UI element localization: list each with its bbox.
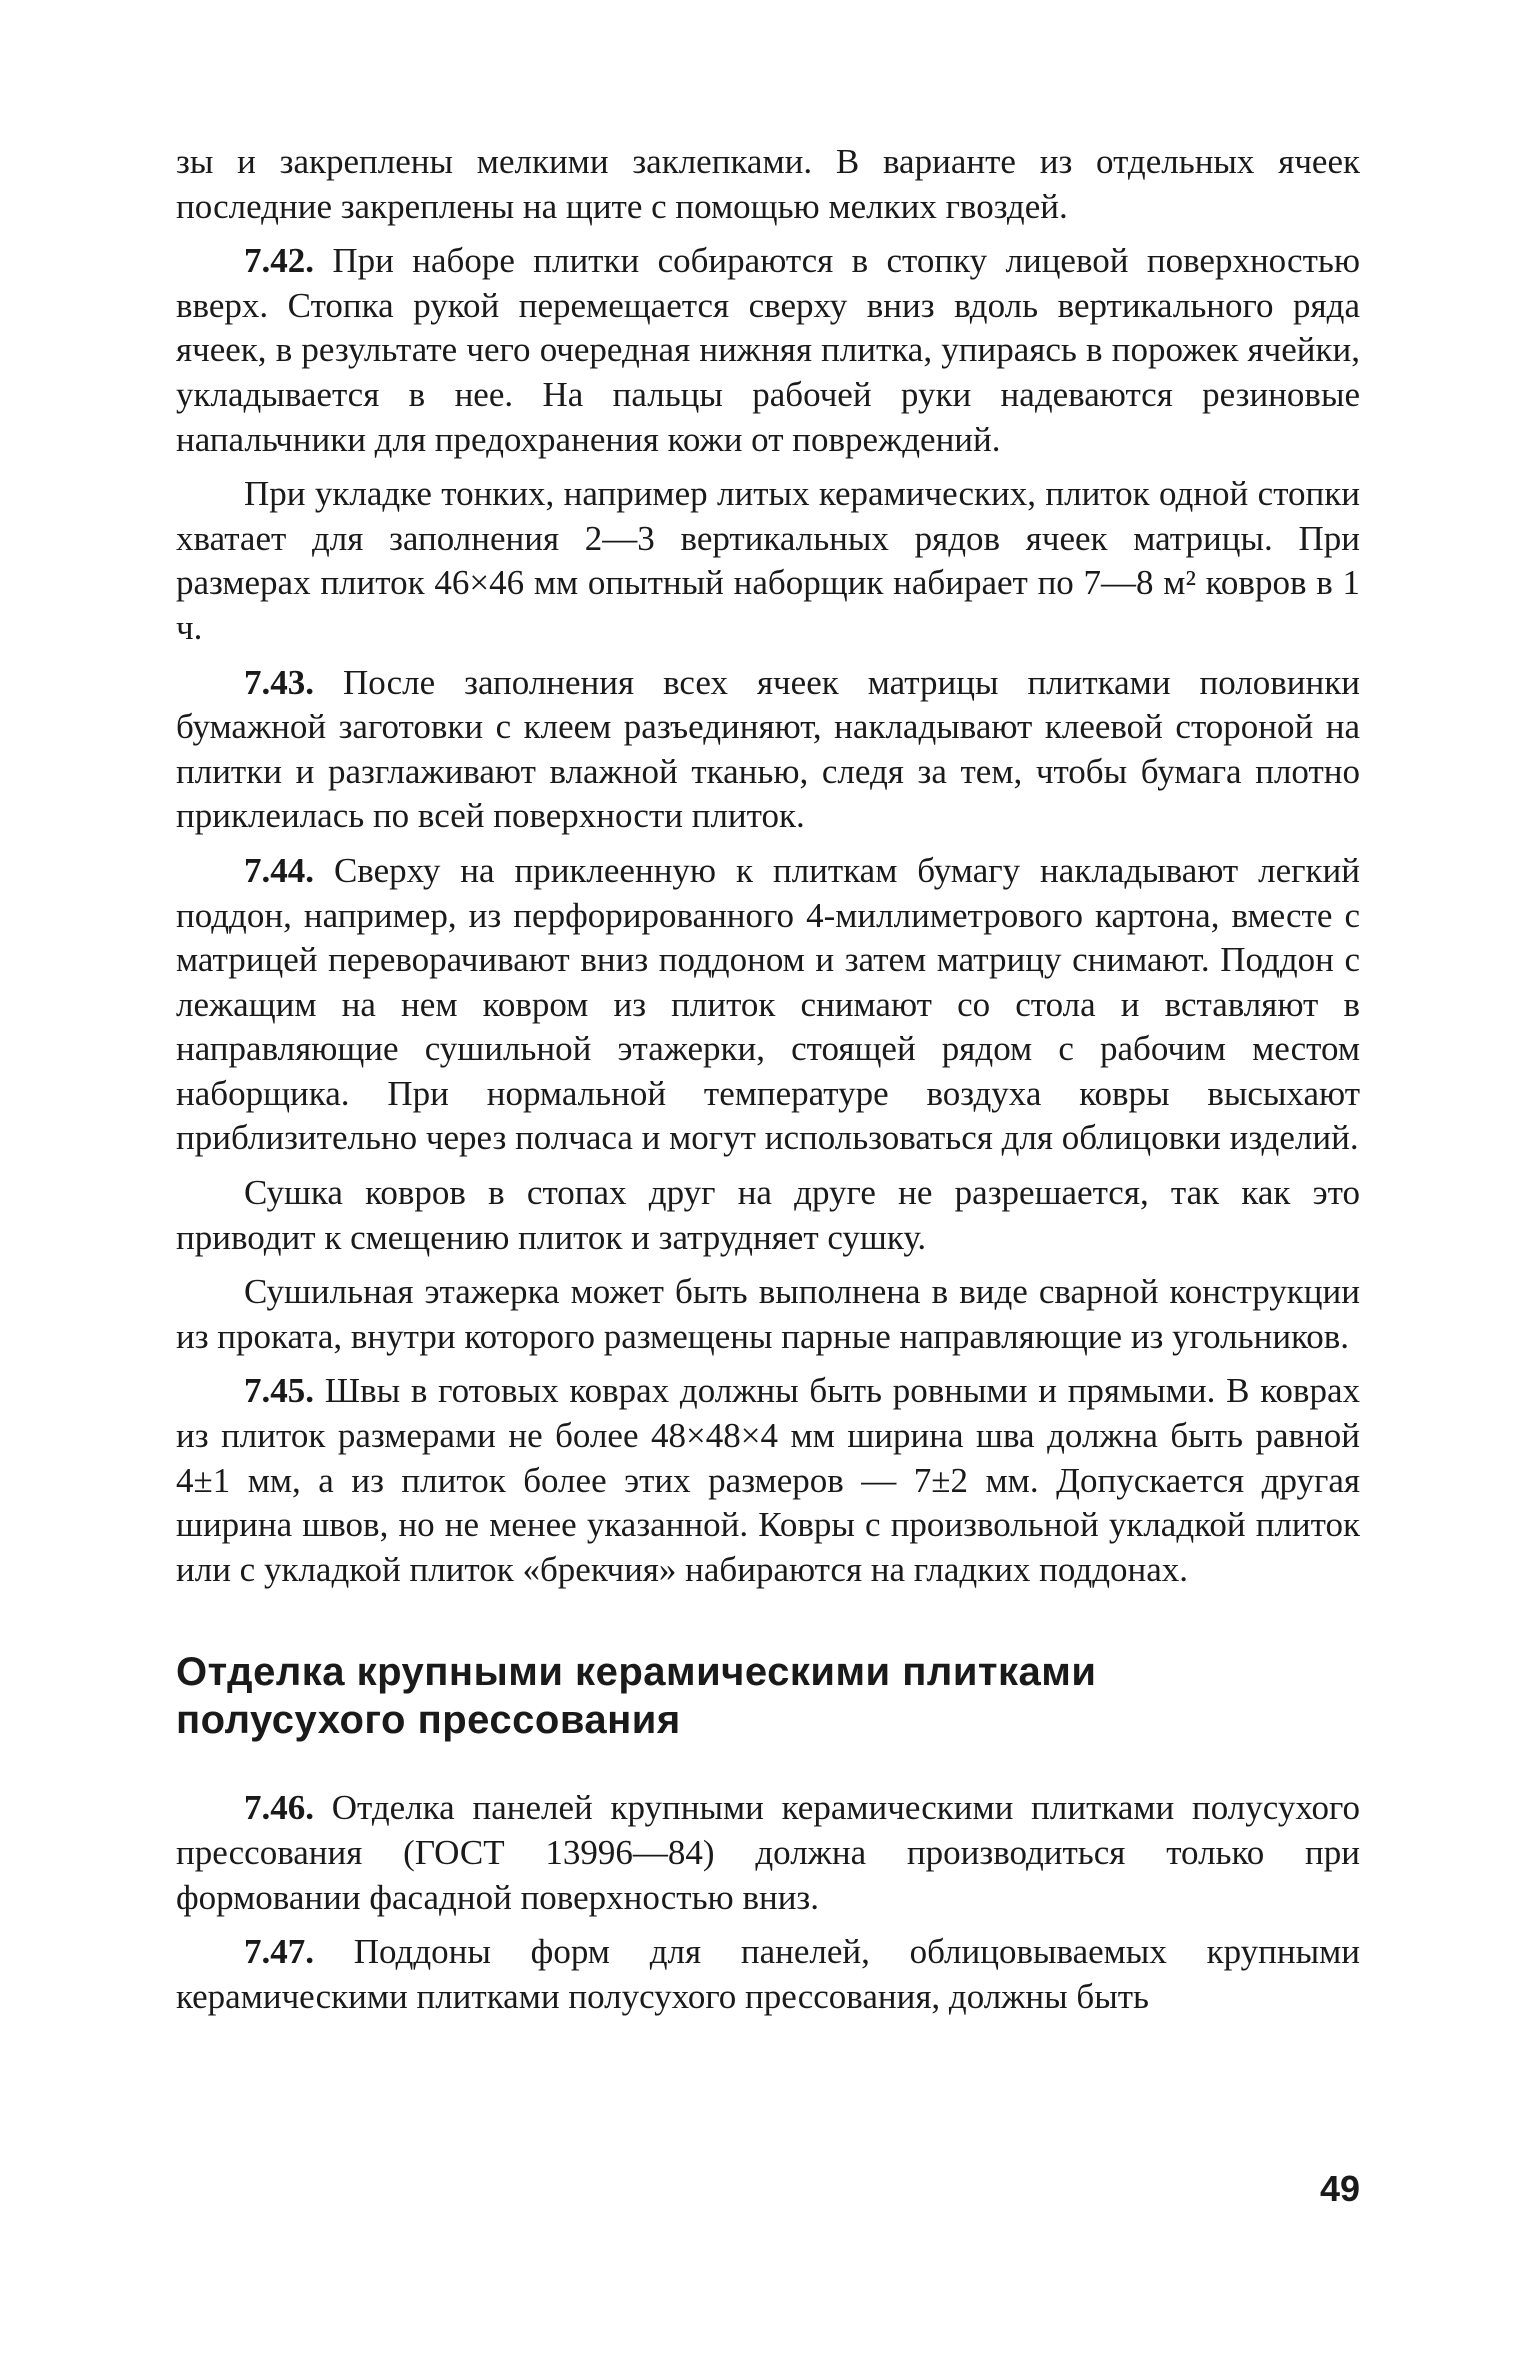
paragraph: [176, 849, 1360, 1161]
paragraph: [176, 140, 1360, 229]
paragraph: [176, 1369, 1360, 1592]
paragraph-text: После заполнения всех ячеек матрицы плитками половинки бумажной заготовки с клеем разъединяют, накладывают клеевой стороной на плитки и разглаживают влажной тканью, следя за тем, чтобы бумага плотно приклеилась по всей поверхности плиток.: [176, 662, 1360, 836]
clause-number: 7.47.: [244, 1932, 314, 1972]
paragraph: [176, 1786, 1360, 1920]
paragraph-text: При укладке тонких, например литых керамических, плиток одной стопки хватает для заполнения 2—3 вертикальных рядов ячеек матрицы. При размерах плиток 46×46 мм опытный наборщик набирает по 7—8 м² ковров в 1 ч.: [176, 474, 1360, 647]
clause-number: 7.45.: [244, 1371, 314, 1411]
page-body: [176, 140, 1360, 2029]
paragraph: [176, 1171, 1360, 1260]
paragraph-text: Сверху на приклеенную к плиткам бумагу накладывают легкий поддон, например, из перфорированного 4-миллиметрового картона, вместе с матрицей переворачивают вниз поддоном и затем матрицу снимают. Поддон с лежащим на нем ковром из плиток снимают со стола и вставляют в направляющие сушильной этажерки, стоящей рядом с рабочим местом наборщика. При нормальной температуре воздуха ковры высыхают приблизительно через полчаса и могут использоваться для облицовки изделий.: [176, 850, 1360, 1158]
paragraph-text: Поддоны форм для панелей, облицовываемых крупными керамическими плитками полусухого прессования, должны быть: [176, 1932, 1360, 2016]
clause-number: 7.44.: [244, 850, 314, 890]
paragraph: [176, 1930, 1360, 2019]
paragraph: [176, 239, 1360, 462]
paragraph-text: Сушка ковров в стопах друг на друге не разрешается, так как это приводит к смещению плиток и затрудняет сушку.: [176, 1173, 1360, 1257]
text-section-bottom: [176, 1786, 1360, 2019]
section-heading-line-1: Отделка крупными керамическими плитками: [176, 1650, 1097, 1695]
clause-number: 7.43.: [244, 662, 314, 702]
clause-number: 7.42.: [244, 241, 314, 281]
section-heading: [176, 1648, 1360, 1744]
paragraph-text: Швы в готовых коврах должны быть ровными и прямыми. В коврах из плиток размерами не более 48×48×4 мм ширина шва должна быть равной 4±1 мм, а из плиток более этих размеров — 7±2 мм. Допускается другая ширина швов, но не менее указанной. Ковры с произвольной укладкой плиток или с укладкой плиток «брекчия» набираются на гладких поддонах.: [176, 1371, 1360, 1589]
paragraph-text: зы и закреплены мелкими заклепками. В варианте из отдельных ячеек последние закреплены на щите с помощью мелких гвоздей.: [176, 142, 1360, 226]
section-heading-line-2: полусухого прессования: [176, 1698, 681, 1743]
paragraph: [176, 472, 1360, 650]
paragraph: [176, 661, 1360, 839]
paragraph-text: При наборе плитки собираются в стопку лицевой поверхностью вверх. Стопка рукой перемещается сверху вниз вдоль вертикального ряда ячеек, в результате чего очередная нижняя плитка, упираясь в порожек ячейки, укладывается в нее. На пальцы рабочей руки надеваются резиновые напальчники для предохранения кожи от повреждений.: [176, 241, 1360, 459]
page-number: 49: [1319, 2168, 1360, 2209]
paragraph-text: Сушильная этажерка может быть выполнена в виде сварной конструкции из проката, внутри которого размещены парные направляющие из угольников.: [176, 1272, 1360, 1356]
paragraph-text: Отделка панелей крупными керамическими плитками полусухого прессования (ГОСТ 13996—84) должна производиться только при формовании фасадной поверхностью вниз.: [176, 1788, 1360, 1917]
text-section-top: [176, 140, 1360, 1592]
paragraph: [176, 1270, 1360, 1359]
clause-number: 7.46.: [244, 1788, 314, 1828]
